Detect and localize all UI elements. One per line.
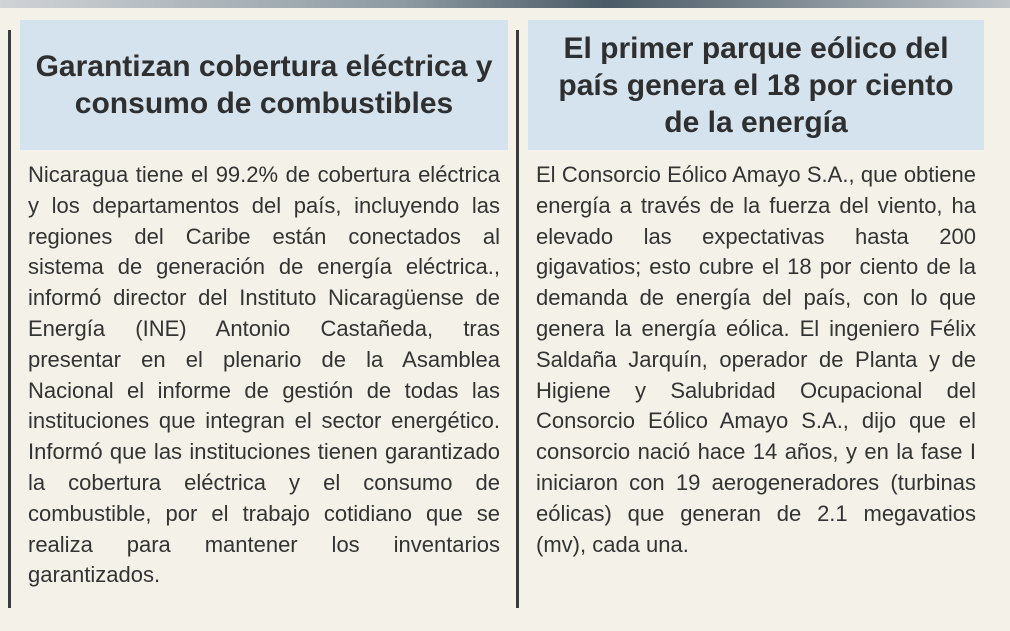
- column-rule-left: [8, 30, 11, 608]
- article-body: El Consorcio Eólico Amayo S.A., que obtiene energía a través de la fuerza del viento, ha elevado las expectativas hasta 200 gigavatios; esto cubre el 18 por ciento de la demanda de energía del país, con lo que genera la energía eólica. El ingeniero Félix Saldaña Jarquín, operador de Planta y de Higiene y Salubridad Ocupacional del Consorcio Eólico Amayo S.A., dijo que el consorcio nació hace 14 años, y en la fase I iniciaron con 19 aerogeneradores (turbinas eólicas) que generan de 2.1 megavatios (mv), cada una.: [536, 162, 976, 557]
- column-rule-middle: [516, 30, 519, 608]
- article-title: El primer parque eólico del país genera el 18 por ciento de la energía: [558, 31, 954, 139]
- article-header: [528, 20, 984, 150]
- article-body: Nicaragua tiene el 99.2% de cobertura eléctrica y los departamentos del país, incluyendo las regiones del Caribe están conectados al sistema de generación de energía eléctrica., informó director del Instituto Nicaragüense de Energía (INE) Antonio Castañeda, tras presentar en el plenario de la Asamblea Nacional el informe de gestión de todas las instituciones que integran el sector energético. Informó que las instituciones tienen garantizado la cobertura eléctrica y el consumo de combustible, por el trabajo cotidiano que se realiza para mantener los inventarios garantizados.: [28, 162, 500, 588]
- article-coverage: [20, 20, 508, 591]
- top-photo-strip: [0, 0, 1010, 8]
- article-header: [20, 20, 508, 150]
- article-wind-farm: [528, 20, 984, 560]
- article-title: Garantizan cobertura eléctrica y consumo de combustibles: [35, 50, 493, 120]
